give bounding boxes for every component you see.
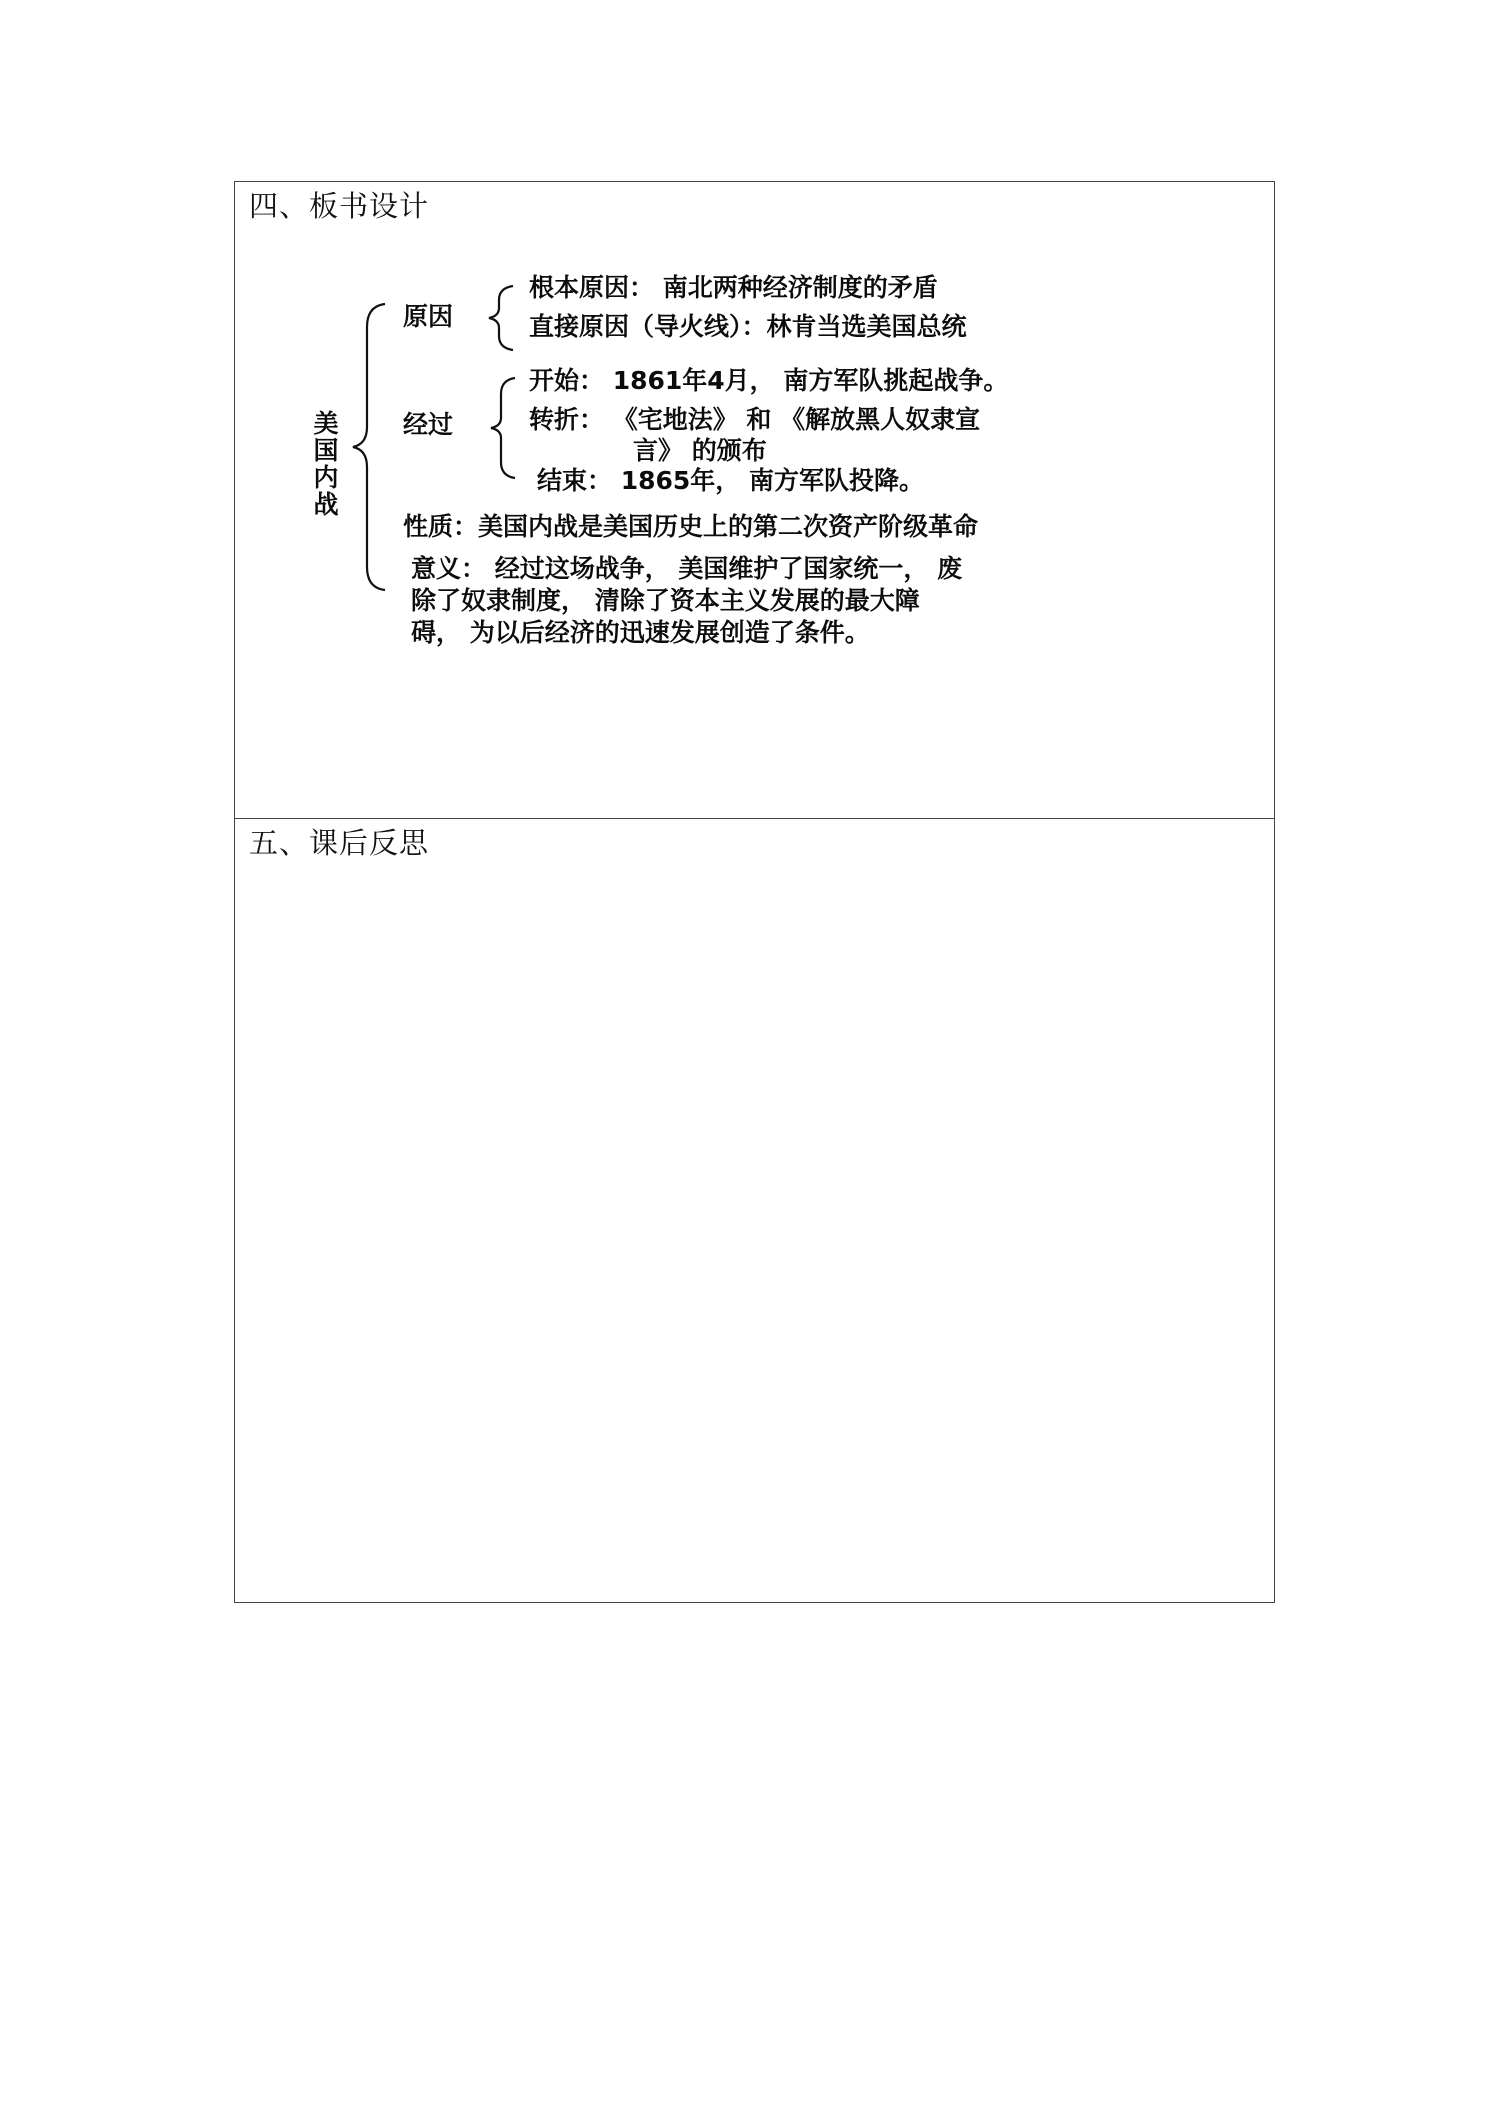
process-end: 结束： 1865年， 南方军队投降。 bbox=[537, 466, 924, 495]
reflection-heading: 五、课后反思 bbox=[249, 826, 430, 860]
cause-brace-icon bbox=[489, 286, 513, 350]
process-brace-icon bbox=[491, 378, 515, 478]
significance-line2: 除了奴隶制度， 清除了资本主义发展的最大障 bbox=[411, 586, 920, 615]
nature-text: 性质：美国内战是美国历史上的第二次资产阶级革命 bbox=[403, 512, 979, 541]
process-turn-line1: 转折： 《宅地法》 和 《解放黑人奴隶宣 bbox=[529, 405, 981, 434]
cause-root: 根本原因： 南北两种经济制度的矛盾 bbox=[529, 273, 938, 302]
topic-label: 美国内战 bbox=[310, 410, 339, 518]
blackboard-design-section bbox=[235, 182, 1274, 819]
blackboard-outline bbox=[235, 182, 1276, 819]
cause-direct: 直接原因（导火线）：林肯当选美国总统 bbox=[529, 312, 967, 341]
cause-label: 原因 bbox=[403, 302, 454, 331]
significance-line3: 碍， 为以后经济的迅速发展创造了条件。 bbox=[411, 618, 870, 647]
lesson-plan-table bbox=[234, 181, 1275, 1603]
significance-line1: 意义： 经过这场战争， 美国维护了国家统一， 废 bbox=[411, 554, 963, 583]
process-turn-line2: 言》 的颁布 bbox=[633, 436, 767, 465]
main-brace-icon bbox=[353, 304, 385, 590]
process-start: 开始： 1861年4月， 南方军队挑起战争。 bbox=[529, 366, 1009, 395]
blackboard-design-heading: 四、板书设计 bbox=[249, 189, 430, 223]
process-label: 经过 bbox=[403, 410, 454, 439]
post-class-reflection-section bbox=[235, 819, 1274, 1602]
